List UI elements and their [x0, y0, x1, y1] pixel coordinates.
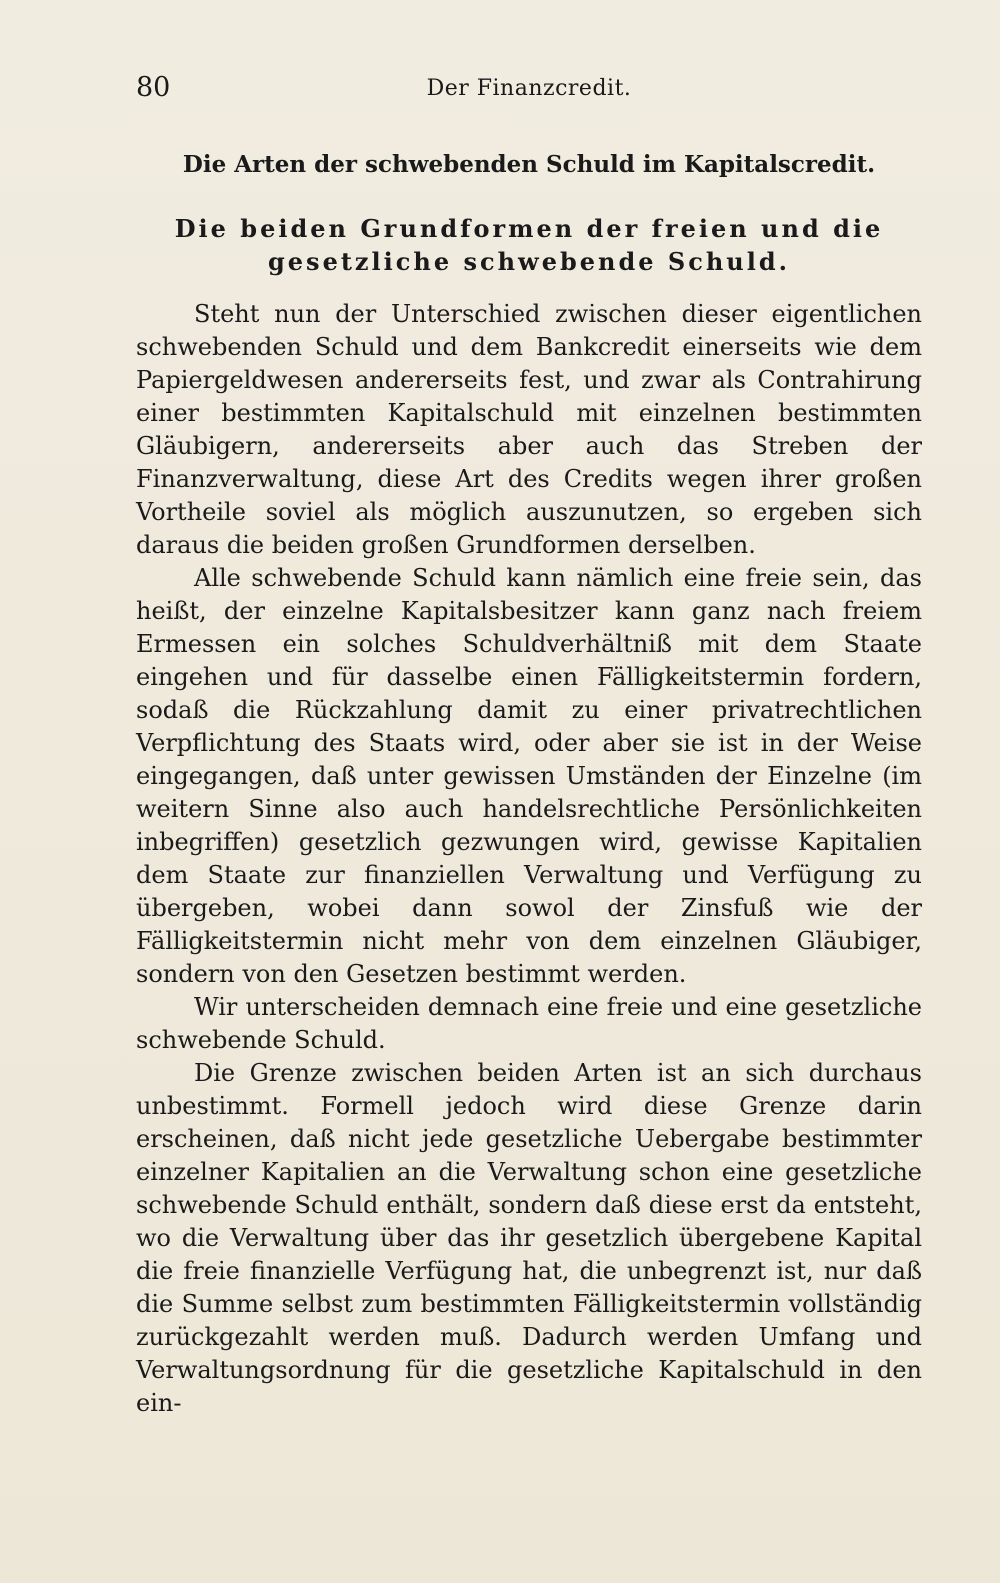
- subsection-title: Die beiden Grundformen der freien und die gesetzliche schwebende Schuld.: [174, 214, 884, 276]
- page-header: [136, 72, 922, 112]
- paragraph-4: Die Grenze zwischen beiden Arten ist an sich durchaus unbestimmt. Formell jedoch wird diese Grenze darin erscheinen, daß nicht jede gesetzliche Uebergabe bestimmter einzelner Kapitalien an die Verwaltung schon eine gesetzliche schwebende Schuld enthält, sondern daß diese erst da entsteht, wo die Verwaltung über das ihr gesetzlich übergebene Kapital die freie finanzielle Verfügung hat, die unbegrenzt ist, nur daß die Summe selbst zum bestimmten Fälligkeitstermin vollständig zurückgezahlt werden muß. Dadurch werden Umfang und Verwaltungsordnung für die gesetzliche Kapitalschuld in den ein-: [136, 1059, 922, 1417]
- page-number: 80: [136, 72, 171, 103]
- running-head: Der Finanzcredit.: [426, 76, 632, 101]
- paragraph-1: Steht nun der Unterschied zwischen dieser eigentlichen schwebenden Schuld und dem Bankcredit einerseits wie dem Papiergeldwesen andererseits fest, und zwar als Contrahirung einer bestimmten Kapitalschuld mit einzelnen bestimmten Gläubigern, andererseits aber auch das Streben der Finanzverwaltung, diese Art des Credits wegen ihrer großen Vortheile soviel als möglich auszunutzen, so ergeben sich daraus die beiden großen Grundformen derselben.: [136, 300, 922, 559]
- paragraph-3: Wir unterscheiden demnach eine freie und eine gesetzliche schwebende Schuld.: [136, 993, 922, 1054]
- section-title: Die Arten der schwebenden Schuld im Kapitalscredit.: [182, 151, 876, 178]
- paragraph-2: Alle schwebende Schuld kann nämlich eine freie sein, das heißt, der einzelne Kapitalsbesitzer kann ganz nach freiem Ermessen ein solches Schuldverhältniß mit dem Staate eingehen und für dasselbe einen Fälligkeitstermin fordern, sodaß die Rückzahlung damit zu einer privatrechtlichen Verpflichtung des Staats wird, oder aber sie ist in der Weise eingegangen, daß unter gewissen Umständen der Einzelne (im weitern Sinne also auch handelsrechtliche Persönlichkeiten inbegriffen) gesetzlich gezwungen wird, gewisse Kapitalien dem Staate zur finanziellen Verwaltung und Verfügung zu übergeben, wobei dann sowol der Zinsfuß wie der Fälligkeitstermin nicht mehr von dem einzelnen Gläubiger, sondern von den Gesetzen bestimmt werden.: [136, 564, 922, 988]
- page-body: [136, 148, 922, 1420]
